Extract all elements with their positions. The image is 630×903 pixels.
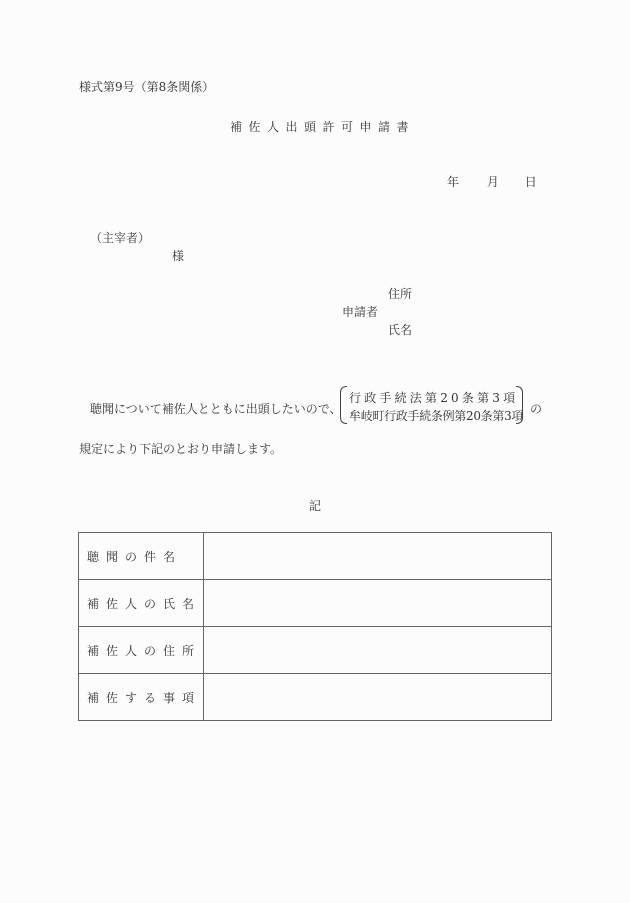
statute-options-brace: [340, 386, 523, 424]
table-row: [79, 533, 552, 580]
date-day-label: 日: [524, 175, 537, 189]
row-label-assistant-name: 補佐人の氏名: [79, 580, 204, 627]
body-text-line1: 聴聞について補佐人とともに出頭したいので、: [90, 402, 342, 416]
row-label-hearing-subject: 聴聞の件名: [79, 533, 204, 580]
row-label-assisted-matters: 補佐する事項: [79, 674, 204, 721]
table-row: [79, 580, 552, 627]
addressee-honorific: 様: [172, 249, 185, 263]
right-brace-icon: [516, 386, 523, 424]
table-row: [79, 627, 552, 674]
date-line: [447, 176, 537, 188]
document-title: 補佐人出頭許可申請書: [230, 120, 416, 134]
application-details-table: [78, 532, 552, 721]
hearing-subject-field[interactable]: [204, 533, 552, 580]
ki-heading: 記: [309, 499, 322, 513]
assistant-name-field[interactable]: [204, 580, 552, 627]
applicant-label: 申請者: [342, 305, 379, 319]
body-text-line2: 規定により下記のとおり申請します。: [79, 442, 283, 456]
assisted-matters-field[interactable]: [204, 674, 552, 721]
statute-option-town: 牟岐町行政手続条例第20条第3項: [349, 409, 524, 423]
date-month-label: 月: [486, 175, 499, 189]
statute-option-national: 行政手続法第20条第3項: [349, 391, 519, 405]
table-row: [79, 674, 552, 721]
form-number: 様式第9号（第8条関係）: [79, 80, 215, 94]
date-year-label: 年: [447, 175, 460, 189]
addressee-label: （主宰者）: [90, 231, 151, 245]
assistant-address-field[interactable]: [204, 627, 552, 674]
applicant-name-label: 氏名: [388, 323, 413, 337]
body-text-particle: の: [530, 402, 543, 416]
left-brace-icon: [340, 386, 347, 424]
applicant-address-label: 住所: [388, 287, 413, 301]
row-label-assistant-address: 補佐人の住所: [79, 627, 204, 674]
